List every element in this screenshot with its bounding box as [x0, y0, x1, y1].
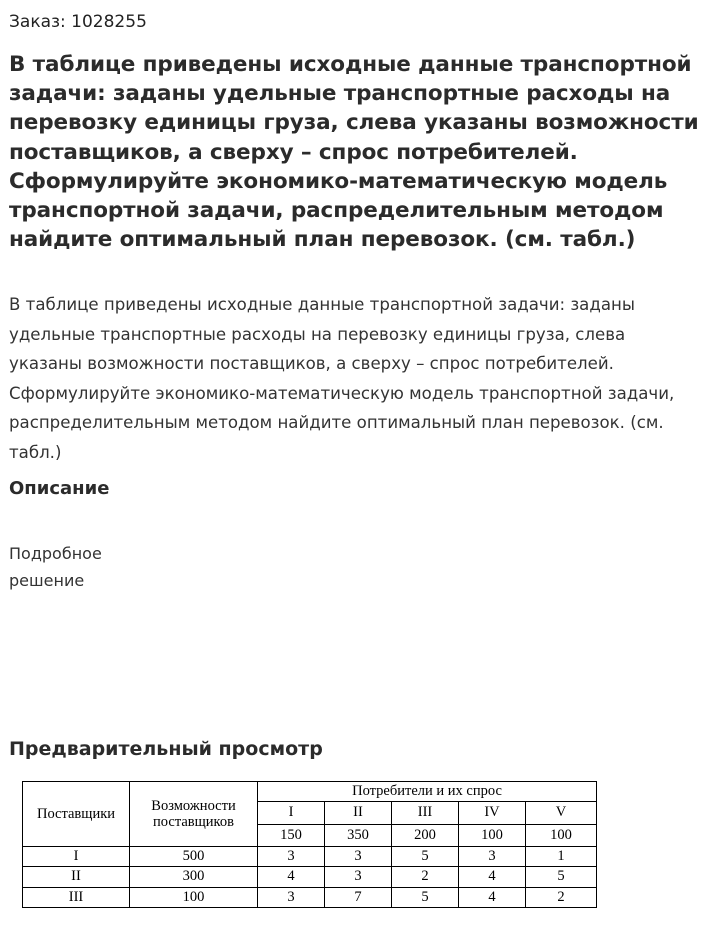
capacity-cell: 300	[130, 867, 258, 887]
capacity-cell: 500	[130, 847, 258, 867]
preview-image	[22, 781, 596, 908]
supplier-label: II	[23, 867, 130, 887]
consumer-label: IV	[459, 802, 526, 824]
table-row	[23, 847, 597, 867]
capacity-header: Возможности поставщиков	[130, 782, 258, 847]
cost-cell: 2	[526, 887, 597, 907]
consumer-label: III	[392, 802, 459, 824]
cost-cell: 5	[392, 847, 459, 867]
consumer-label: V	[526, 802, 597, 824]
description-heading: Описание	[9, 478, 110, 499]
cost-cell: 3	[325, 867, 392, 887]
description-text: Подробное решение	[9, 544, 102, 590]
cost-cell: 4	[258, 867, 325, 887]
cost-cell: 1	[526, 847, 597, 867]
transport-table	[22, 781, 597, 908]
cost-cell: 3	[258, 887, 325, 907]
suppliers-header: Поставщики	[23, 782, 130, 847]
cost-cell: 3	[459, 847, 526, 867]
supplier-label: I	[23, 847, 130, 867]
table-row	[23, 867, 597, 887]
table-row	[23, 887, 597, 907]
cost-cell: 3	[325, 847, 392, 867]
order-number: Заказ: 1028255	[9, 12, 147, 32]
consumer-label: II	[325, 802, 392, 824]
cost-cell: 2	[392, 867, 459, 887]
cost-cell: 5	[526, 867, 597, 887]
cost-cell: 7	[325, 887, 392, 907]
demand-cell: 100	[459, 824, 526, 846]
cost-cell: 3	[258, 847, 325, 867]
capacity-cell: 100	[130, 887, 258, 907]
demand-cell: 150	[258, 824, 325, 846]
supplier-label: III	[23, 887, 130, 907]
cost-cell: 4	[459, 867, 526, 887]
demand-cell: 100	[526, 824, 597, 846]
demand-cell: 350	[325, 824, 392, 846]
preview-heading: Предварительный просмотр	[9, 738, 323, 760]
demand-cell: 200	[392, 824, 459, 846]
consumers-header: Потребители и их спрос	[258, 782, 597, 802]
cost-cell: 4	[459, 887, 526, 907]
cost-cell: 5	[392, 887, 459, 907]
task-text: В таблице приведены исходные данные транспортной задачи: заданы удельные транспортные расходы на перевозку единицы груза, слева указаны возможности поставщиков, а сверху – спрос потребителей. Сформулируйте экономико-математическую модель транспортной задачи, распределительным методом найдите оптимальный план перевозок. (см. табл.)	[9, 295, 675, 462]
consumer-label: I	[258, 802, 325, 824]
task-title: В таблице приведены исходные данные транспортной задачи: заданы удельные транспортные расходы на перевозку единицы груза, слева указаны возможности поставщиков, а сверху – спрос потребителей. Сформулируйте экономико-математическую модель транспортной задачи, распределительным методом найдите оптимальный план перевозок. (см. табл.)	[9, 52, 699, 253]
